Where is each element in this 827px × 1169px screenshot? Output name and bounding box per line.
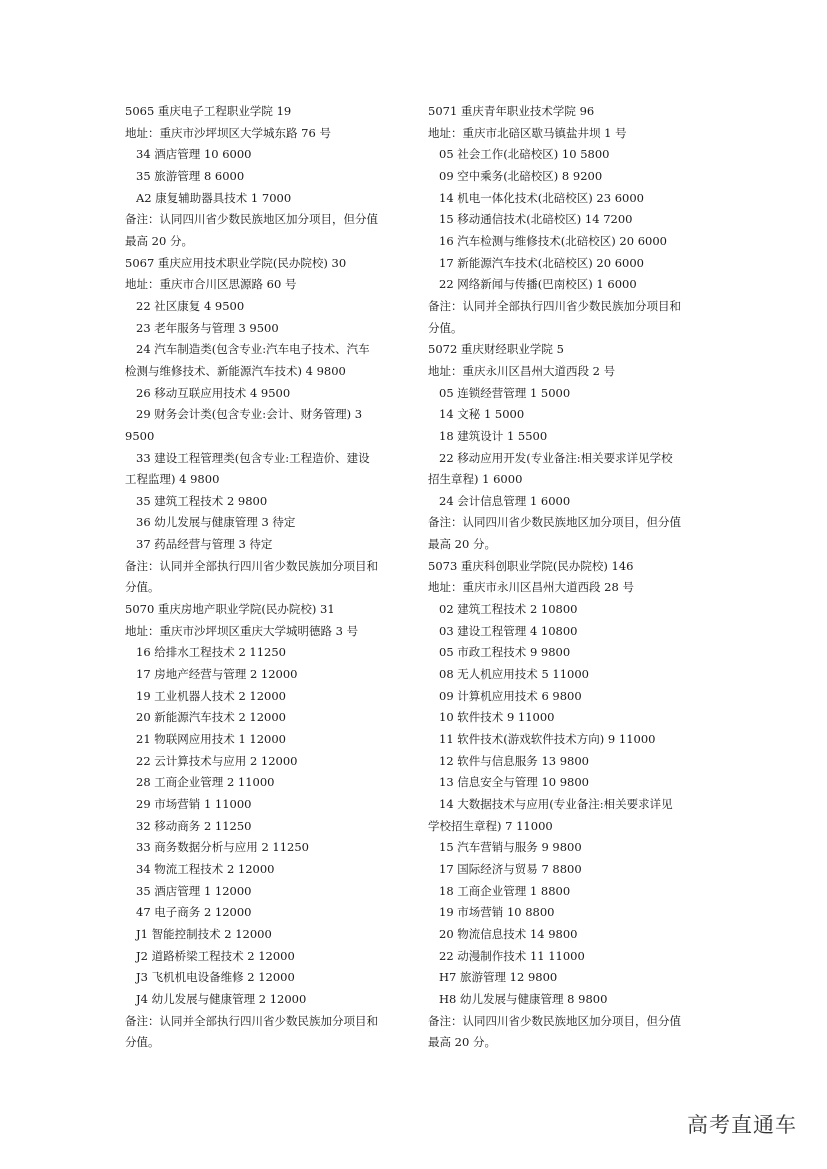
text-line: 检测与维修技术、新能源汽车技术) 4 9800 [125, 363, 346, 378]
text-line: 招生章程) 1 6000 [428, 472, 523, 487]
text-line: 地址：重庆市合川区思源路 60 号 [125, 277, 297, 292]
text-line: 分值。 [428, 320, 463, 335]
text-line: 15 移动通信技术(北碚校区) 14 7200 [439, 212, 633, 227]
text-line: 21 物联网应用技术 1 12000 [136, 732, 286, 747]
text-line: J4 幼儿发展与健康管理 2 12000 [136, 991, 307, 1006]
text-line: 36 幼儿发展与健康管理 3 待定 [136, 515, 296, 530]
text-line: 29 市场营销 1 11000 [136, 797, 252, 811]
text-line: 11 软件技术(游戏软件技术方向) 9 11000 [439, 732, 656, 747]
text-line: 34 酒店管理 10 6000 [136, 147, 252, 162]
text-line: 最高 20 分。 [428, 537, 496, 552]
text-line: 17 房地产经营与管理 2 12000 [136, 667, 298, 682]
text-line: 09 计算机应用技术 6 9800 [439, 688, 582, 703]
text-line: 14 大数据技术与应用(专业备注:相关要求详见 [439, 797, 673, 811]
text-line: 29 财务会计类(包含专业:会计、财务管理) 3 [136, 407, 363, 422]
watermark-logo: 高考直通车 [687, 1113, 797, 1137]
text-line: 13 信息安全与管理 10 9800 [439, 775, 589, 790]
text-line: 最高 20 分。 [428, 1035, 496, 1050]
text-line: 备注：认同四川省少数民族地区加分项目，但分值 [125, 212, 378, 227]
text-line: 05 市政工程技术 9 9800 [439, 645, 571, 660]
text-line: 26 移动互联应用技术 4 9500 [136, 385, 291, 400]
text-line: 地址：重庆市沙坪坝区大学城东路 76 号 [125, 125, 331, 140]
text-line: 备注：认同四川省少数民族地区加分项目，但分值 [428, 515, 681, 530]
text-line: 备注：认同并全部执行四川省少数民族加分项目和 [428, 298, 681, 313]
text-line: 19 工业机器人技术 2 12000 [136, 688, 286, 703]
text-line: 5071 重庆青年职业技术学院 96 [428, 104, 595, 118]
text-line: J3 飞机机电设备维修 2 12000 [136, 970, 295, 985]
text-line: 分值。 [125, 580, 160, 595]
text-line: 47 电子商务 2 12000 [136, 905, 252, 920]
text-line: 5067 重庆应用技术职业学院(民办院校) 30 [125, 255, 347, 270]
left-column [125, 101, 410, 1054]
text-line: 32 移动商务 2 11250 [136, 818, 252, 833]
text-line: 最高 20 分。 [125, 233, 193, 248]
text-line: 20 物流信息技术 14 9800 [439, 926, 578, 941]
text-line: 5073 重庆科创职业学院(民办院校) 146 [428, 558, 634, 573]
text-line: 19 市场营销 10 8800 [439, 905, 555, 920]
text-line: 05 连锁经营管理 1 5000 [439, 385, 571, 400]
text-line: A2 康复辅助器具技术 1 7000 [136, 190, 292, 205]
text-line: 22 移动应用开发(专业备注:相关要求详见学校 [439, 450, 673, 465]
text-line: 分值。 [125, 1035, 160, 1050]
text-line: 16 给排水工程技术 2 11250 [136, 645, 286, 660]
text-line: 18 工商企业管理 1 8800 [439, 883, 571, 898]
text-line: 23 老年服务与管理 3 9500 [136, 320, 279, 335]
text-line: 03 建设工程管理 4 10800 [439, 623, 578, 638]
text-line: 24 会计信息管理 1 6000 [439, 493, 571, 508]
text-line: 37 药品经营与管理 3 待定 [136, 537, 273, 552]
text-line: 05 社会工作(北碚校区) 10 5800 [439, 147, 610, 162]
text-line: 33 建设工程管理类(包含专业:工程造价、建设 [136, 450, 370, 465]
right-column [428, 101, 713, 1054]
text-line: 17 新能源汽车技术(北碚校区) 20 6000 [439, 255, 644, 270]
text-line: 02 建筑工程技术 2 10800 [439, 602, 578, 617]
text-line: 35 建筑工程技术 2 9800 [136, 493, 268, 508]
text-line: 15 汽车营销与服务 9 9800 [439, 840, 582, 855]
text-line: 地址：重庆市永川区昌州大道西段 28 号 [428, 580, 634, 595]
text-line: 备注：认同四川省少数民族地区加分项目，但分值 [428, 1013, 681, 1028]
text-line: 工程监理) 4 9800 [125, 472, 220, 487]
text-line: 10 软件技术 9 11000 [439, 710, 555, 725]
text-line: 35 酒店管理 1 12000 [136, 883, 252, 898]
text-line: H7 旅游管理 12 9800 [439, 970, 558, 985]
text-line: 5065 重庆电子工程职业学院 19 [125, 104, 292, 118]
text-line: 08 无人机应用技术 5 11000 [439, 667, 589, 682]
text-line: H8 幼儿发展与健康管理 8 9800 [439, 991, 608, 1006]
text-line: 22 社区康复 4 9500 [136, 298, 245, 313]
text-line: 17 国际经济与贸易 7 8800 [439, 861, 582, 876]
text-line: 22 动漫制作技术 11 11000 [439, 948, 585, 963]
text-line: 24 汽车制造类(包含专业:汽车电子技术、汽车 [136, 342, 370, 357]
text-line: 9500 [125, 428, 155, 443]
text-line: 14 文秘 1 5000 [439, 407, 525, 422]
text-line: 33 商务数据分析与应用 2 11250 [136, 840, 309, 855]
text-line: 20 新能源汽车技术 2 12000 [136, 710, 286, 725]
text-line: J1 智能控制技术 2 12000 [136, 926, 272, 941]
text-line: 16 汽车检测与维修技术(北碚校区) 20 6000 [439, 233, 667, 248]
text-line: 地址：重庆市沙坪坝区重庆大学城明德路 3 号 [125, 623, 359, 638]
text-line: 22 云计算技术与应用 2 12000 [136, 753, 298, 768]
text-line: 备注：认同并全部执行四川省少数民族加分项目和 [125, 1013, 378, 1028]
text-line: 18 建筑设计 1 5500 [439, 428, 548, 443]
text-line: 09 空中乘务(北碚校区) 8 9200 [439, 168, 603, 183]
text-line: 12 软件与信息服务 13 9800 [439, 753, 589, 768]
text-line: 备注：认同并全部执行四川省少数民族加分项目和 [125, 558, 378, 573]
text-line: 地址：重庆永川区昌州大道西段 2 号 [428, 363, 616, 378]
text-line: 5072 重庆财经职业学院 5 [428, 342, 564, 357]
text-line: 22 网络新闻与传播(巴南校区) 1 6000 [439, 277, 637, 292]
text-line: 28 工商企业管理 2 11000 [136, 775, 275, 790]
text-line: 地址：重庆市北碚区歇马镇盐井坝 1 号 [428, 125, 627, 140]
text-line: 学校招生章程) 7 11000 [428, 818, 553, 833]
text-line: J2 道路桥梁工程技术 2 12000 [136, 948, 295, 963]
text-line: 5070 重庆房地产职业学院(民办院校) 31 [125, 602, 335, 617]
text-line: 35 旅游管理 8 6000 [136, 168, 245, 183]
text-line: 14 机电一体化技术(北碚校区) 23 6000 [439, 190, 644, 205]
text-line: 34 物流工程技术 2 12000 [136, 861, 275, 876]
